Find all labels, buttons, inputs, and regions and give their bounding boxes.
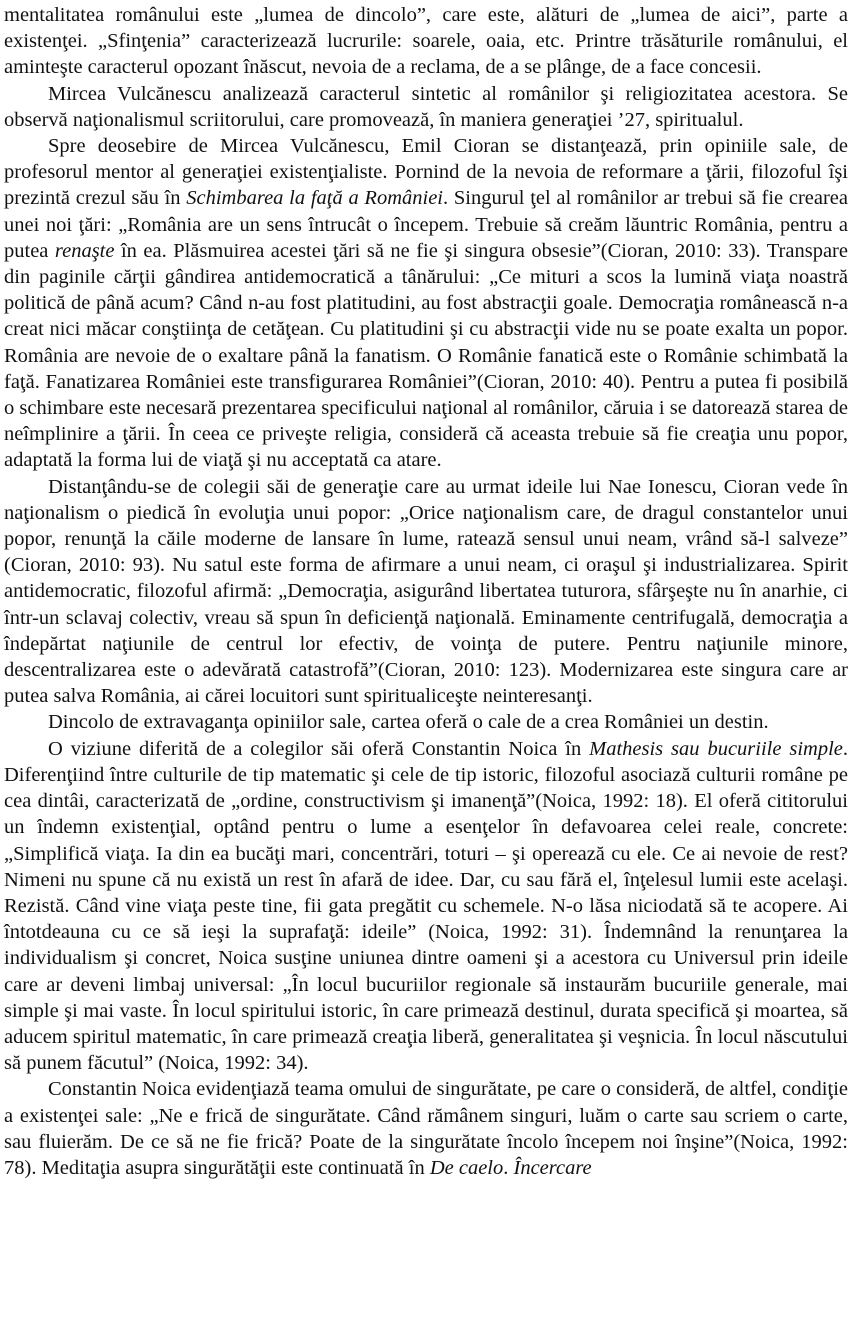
paragraph-text: în ea. Plăsmuirea acestei ţări să ne fie şi singura obsesie”(Cioran, 2010: 33). Transpare din paginile cărţii gândirea antidemocratică a tânărului: „Ce mituri a scos la lumină viaţa noastră politică de până acum? Când n-au fost platitudini, au fost abstracţii goale. Democraţia românească n-a creat nici măcar conştiinţa de cetăţean. Cu platitudini şi cu abstracţii vide nu se poate exalta un popor. România are nevoie de o exaltare până la fanatism. O Românie fanatică este o Românie schimbată la faţă. Fanatizarea României este transfigurarea României”(Cioran, 2010: 40). Pentru a putea fi posibilă o schimbare este necesară prezentarea specificului naţional al românilor, căruia i se datorează starea de neîmplinire a ţării. În ceea ce priveşte religia, consideră că aceasta trebuie să fie creaţia unu popor, adaptată la forma lui de viaţă şi nu acceptată ca atare. <box>4 239 848 472</box>
paragraph-text: Dincolo de extravaganţa opiniilor sale, cartea oferă o cale de a crea României un destin. <box>48 711 769 734</box>
body-paragraph <box>4 1076 848 1181</box>
paragraph-text: . Singurul ţel al românilor ar trebui să fie crearea unei noi ţări: „România are un sens întrucât o începem. Trebuie să creăm lăuntric România, pentru a putea <box>4 187 848 262</box>
paragraph-text: Constantin Noica evidenţiază teama omului de singurătate, pe care o consideră, de altfel, condiţie a existenţei sale: „Ne e frică de singurătate. Când rămânem singuri, luăm o carte sau scriem o carte, sau fluierăm. De ce să ne fie frică? Poate de la singurătate încolo începem noi înşine”(Noica, 1992: 78). Meditaţia asupra singurătăţii este continuată în <box>4 1078 848 1179</box>
body-paragraph <box>4 709 848 735</box>
body-paragraph <box>4 474 848 710</box>
italic-title-text: renaşte <box>54 239 115 262</box>
body-paragraph <box>4 2 848 81</box>
italic-title-text: Încercare <box>513 1156 592 1179</box>
italic-title-text: Mathesis sau bucuriile simple <box>589 737 843 760</box>
body-paragraph <box>4 133 848 474</box>
body-paragraph <box>4 736 848 1077</box>
paragraph-text: . <box>503 1156 514 1179</box>
body-paragraph <box>4 81 848 133</box>
paragraph-text: Spre deosebire de Mircea Vulcănescu, Emil Cioran se distanţează, prin opiniile sale, de profesorul mentor al generaţiei existenţialiste. Pornind de la nevoia de reformare a ţării, filozoful îşi prezintă crezul său în <box>4 135 848 210</box>
paragraph-text: Mircea Vulcănescu analizează caracterul sintetic al românilor şi religiozitatea acestora. Se observă naţionalismul scriitorului, care promovează, în maniera generaţiei ’27, spiritualul. <box>4 82 848 131</box>
paragraph-text: O viziune diferită de a colegilor săi oferă Constantin Noica în <box>48 737 590 760</box>
paragraph-text: . Diferenţiind între culturile de tip matematic şi cele de tip istoric, filozoful asociază culturii române pe cea dintâi, caracterizată de „ordine, constructivism şi imanenţă”(Noica, 1992: 18). El oferă cititorului un îndemn existenţial, optând pentru o lume a esenţelor în defavoarea celei reale, concrete: „Simplifică viaţa. Ia din ea bucăţi mari, concentrări, toturi – şi operează cu ele. Ce ai nevoie de rest? Nimeni nu spune că nu există un rest în afară de idee. Dar, cu sau fără el, înţelesul lumii este acelaşi. Rezistă. Când vine viaţa peste tine, fii gata pregătit cu schemele. N-o lăsa niciodată să te acopere. Ai întotdeauna cu ce să ieşi la suprafaţă: ideile” (Noica, 1992: 31). Îndemnând la renunţarea la individualism şi concret, Noica susţine uniunea dintre oameni şi a acestora cu Universul prin ideile care ar deveni limbaj universal: „În locul bucuriilor regionale să instaurăm bucuriile generale, mai simple şi mai vaste. În locul spiritului istoric, în care primează destinul, durata specifică şi moartea, să aducem spiritul matematic, în care primează creaţia liberă, generalitatea şi veşnicia. În locul născutului să punem făcutul” (Noica, 1992: 34). <box>4 737 848 1075</box>
paragraph-text: Distanţându-se de colegii săi de generaţie care au urmat ideile lui Nae Ionescu, Cioran vede în naţionalism o piedică în evoluţia unui popor: „Orice naţionalism care, de dragul constantelor unui popor, renunţă la căile moderne de lansare în lume, ratează sensul unui neam, vrând să-l salveze” (Cioran, 2010: 93). Nu satul este forma de afirmare a unui neam, ci oraşul şi industrializarea. Spirit antidemocratic, filozoful afirmă: „Democraţia, asigurând libertatea tuturora, sfârşeşte nu în anarhie, ci într-un sclavaj colectiv, vreau să spun în deficienţă naţională. Eminamente centrifugală, democraţia a îndepărtat naţiunile de centrul lor efectiv, de voinţa de putere. Pentru naţiunile minore, descentralizarea este o adevărată catastrofă”(Cioran, 2010: 123). Modernizarea este singura care ar putea salva România, ai cărei locuitori sunt spiritualiceşte neinteresanţi. <box>4 475 848 708</box>
italic-title-text: De caelo <box>429 1156 504 1179</box>
italic-title-text: Schimbarea la faţă a României <box>186 187 443 210</box>
paragraph-text: mentalitatea românului este „lumea de dincolo”, care este, alături de „lumea de aici”, parte a existenţei. „Sfinţenia” caracterizează lucrurile: soarele, oaia, etc. Printre trăsăturile românului, el aminteşte caracterul opozant înăscut, nevoia de a reclama, de a se plânge, de a face concesii. <box>4 4 848 79</box>
